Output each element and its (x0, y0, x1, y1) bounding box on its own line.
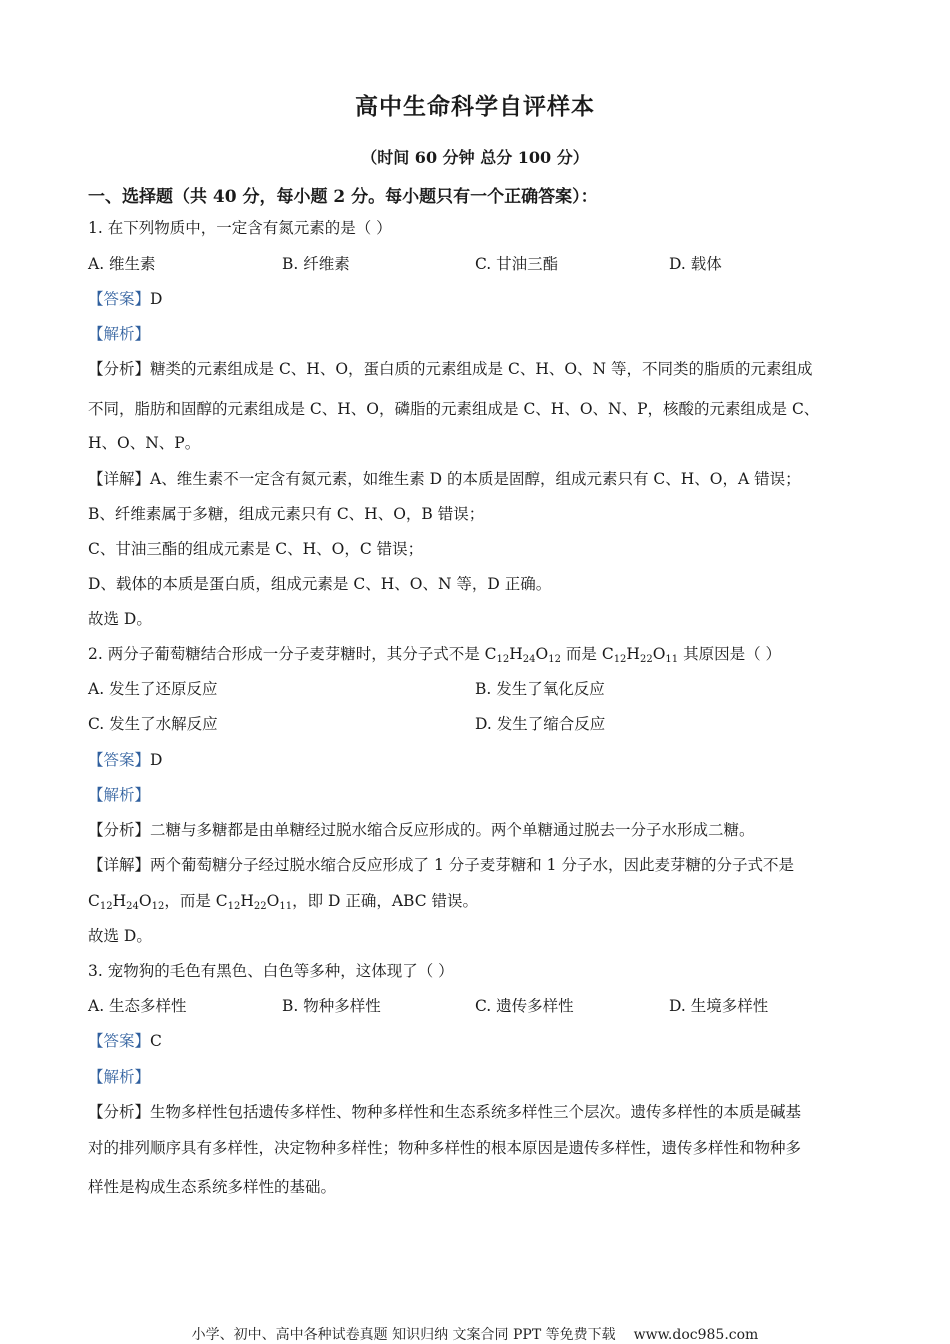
detail-tag: 【详解】 (88, 856, 151, 874)
q2-answer (88, 749, 162, 771)
detail-text: ，而是 C (164, 892, 228, 910)
detail-text: 两个葡萄糖分子经过脱水缩合反应形成了 1 分子麦芽糖和 1 分子水，因此麦芽糖的分子式不是 (150, 856, 794, 874)
detail-text: ，即 D 正确，ABC 错误。 (292, 892, 479, 910)
subscript: 12 (227, 901, 241, 912)
subscript: 12 (99, 901, 113, 912)
q2-explain-tag: 【解析】 (88, 786, 151, 804)
q1-answer (88, 288, 162, 310)
analysis-text: 糖类的元素组成是 C、H、O，蛋白质的元素组成是 C、H、O、N 等，不同类的脂质的元素组成 (150, 360, 813, 378)
footer-text: 小学、初中、高中各种试卷真题 知识归纳 文案合同 PPT 等免费下载 (191, 1327, 616, 1343)
q1-option-d: D. 载体 (669, 255, 722, 273)
subscript: 11 (279, 901, 293, 912)
analysis-tag: 【分析】 (88, 360, 151, 378)
subscript: 11 (665, 654, 679, 665)
q3-analysis-1 (88, 1101, 801, 1123)
element-symbol: O (652, 645, 666, 663)
exam-info: （时间 60 分钟 总分 100 分） (361, 148, 589, 167)
q2-option-c: C. 发生了水解反应 (88, 715, 218, 733)
subscript: 12 (548, 654, 561, 665)
q1-detail-2: B、纤维素属于多糖，组成元素只有 C、H、O，B 错误； (88, 505, 485, 523)
question-3-stem: 3. 宠物狗的毛色有黑色、白色等多种，这体现了（ ） (88, 962, 454, 980)
q3-option-c: C. 遗传多样性 (475, 997, 574, 1015)
analysis-text: 生物多样性包括遗传多样性、物种多样性和生态系统多样性三个层次。遗传多样性的本质是碱基 (150, 1103, 802, 1121)
page-footer (0, 1324, 950, 1344)
q2-conclusion: 故选 D。 (88, 927, 152, 945)
subscript: 24 (522, 654, 536, 665)
q2-option-b: B. 发生了氧化反应 (475, 680, 605, 698)
element-symbol: H (112, 892, 127, 910)
q1-analysis-1 (88, 358, 813, 380)
element-symbol: O (138, 892, 152, 910)
q3-option-b: B. 物种多样性 (282, 997, 381, 1015)
answer-tag: 【答案】 (88, 751, 151, 769)
subscript: 12 (151, 901, 165, 912)
analysis-tag: 【分析】 (88, 821, 151, 839)
answer-tag: 【答案】 (88, 1032, 151, 1050)
subscript: 12 (496, 654, 510, 665)
section-heading: 一、选择题（共 40 分，每小题 2 分。每小题只有一个正确答案）： (88, 187, 598, 207)
subscript: 22 (639, 654, 653, 665)
detail-text: A、维生素不一定含有氮元素，如维生素 D 的本质是固醇，组成元素只有 C、H、O，A 错误； (150, 470, 801, 488)
question-2-stem (88, 643, 781, 665)
q3-option-d: D. 生境多样性 (669, 997, 769, 1015)
q1-analysis-2: 不同，脂肪和固醇的元素组成是 C、H、O，磷脂的元素组成是 C、H、O、N、P，核酸的元素组成是 C、 (88, 400, 820, 418)
footer-link[interactable]: www.doc985.com (633, 1327, 759, 1343)
subscript: 12 (613, 654, 627, 665)
element-symbol: H (240, 892, 254, 910)
q1-detail-4: D、载体的本质是蛋白质，组成元素是 C、H、O、N 等，D 正确。 (88, 575, 552, 593)
subscript: 24 (126, 901, 139, 912)
q3-analysis-3: 样性是构成生态系统多样性的基础。 (88, 1178, 337, 1196)
q1-option-b: B. 纤维素 (282, 255, 350, 273)
stem-text: 其原因是（ ） (678, 645, 781, 663)
q1-detail-3: C、甘油三酯的组成元素是 C、H、O，C 错误； (88, 540, 424, 558)
q2-detail-1 (88, 854, 794, 876)
answer-value: C (150, 1032, 162, 1050)
q2-option-d: D. 发生了缩合反应 (475, 715, 606, 733)
detail-tag: 【详解】 (88, 470, 151, 488)
q1-detail-1 (88, 468, 801, 490)
answer-value: D (150, 751, 163, 769)
page-title: 高中生命科学自评样本 (355, 93, 595, 120)
q1-explain-tag: 【解析】 (88, 325, 151, 343)
q3-explain-tag: 【解析】 (88, 1068, 151, 1086)
answer-tag: 【答案】 (88, 290, 151, 308)
analysis-text: 二糖与多糖都是由单糖经过脱水缩合反应形成的。两个单糖通过脱去一分子水形成二糖。 (150, 821, 755, 839)
q2-option-a: A. 发生了还原反应 (88, 680, 218, 698)
element-symbol: C (88, 892, 100, 910)
analysis-tag: 【分析】 (88, 1103, 151, 1121)
q2-analysis-1 (88, 819, 755, 841)
element-symbol: O (535, 645, 549, 663)
q1-option-c: C. 甘油三酯 (475, 255, 559, 273)
element-symbol: H (509, 645, 523, 663)
subscript: 22 (253, 901, 267, 912)
q1-option-a: A. 维生素 (88, 255, 156, 273)
stem-text: 2. 两分子葡萄糖结合形成一分子麦芽糖时，其分子式不是 C (88, 645, 497, 663)
answer-value: D (150, 290, 163, 308)
q3-answer (88, 1030, 162, 1052)
q3-option-a: A. 生态多样性 (88, 997, 187, 1015)
q1-conclusion: 故选 D。 (88, 610, 152, 628)
q2-detail-2 (88, 890, 478, 912)
element-symbol: H (626, 645, 640, 663)
q3-analysis-2: 对的排列顺序具有多样性，决定物种多样性；物种多样性的根本原因是遗传多样性，遗传多样性和物种多 (88, 1139, 802, 1157)
stem-text: 而是 C (560, 645, 614, 663)
element-symbol: O (266, 892, 280, 910)
question-1-stem: 1. 在下列物质中，一定含有氮元素的是（ ） (88, 219, 392, 237)
q1-analysis-3: H、O、N、P。 (88, 434, 201, 452)
